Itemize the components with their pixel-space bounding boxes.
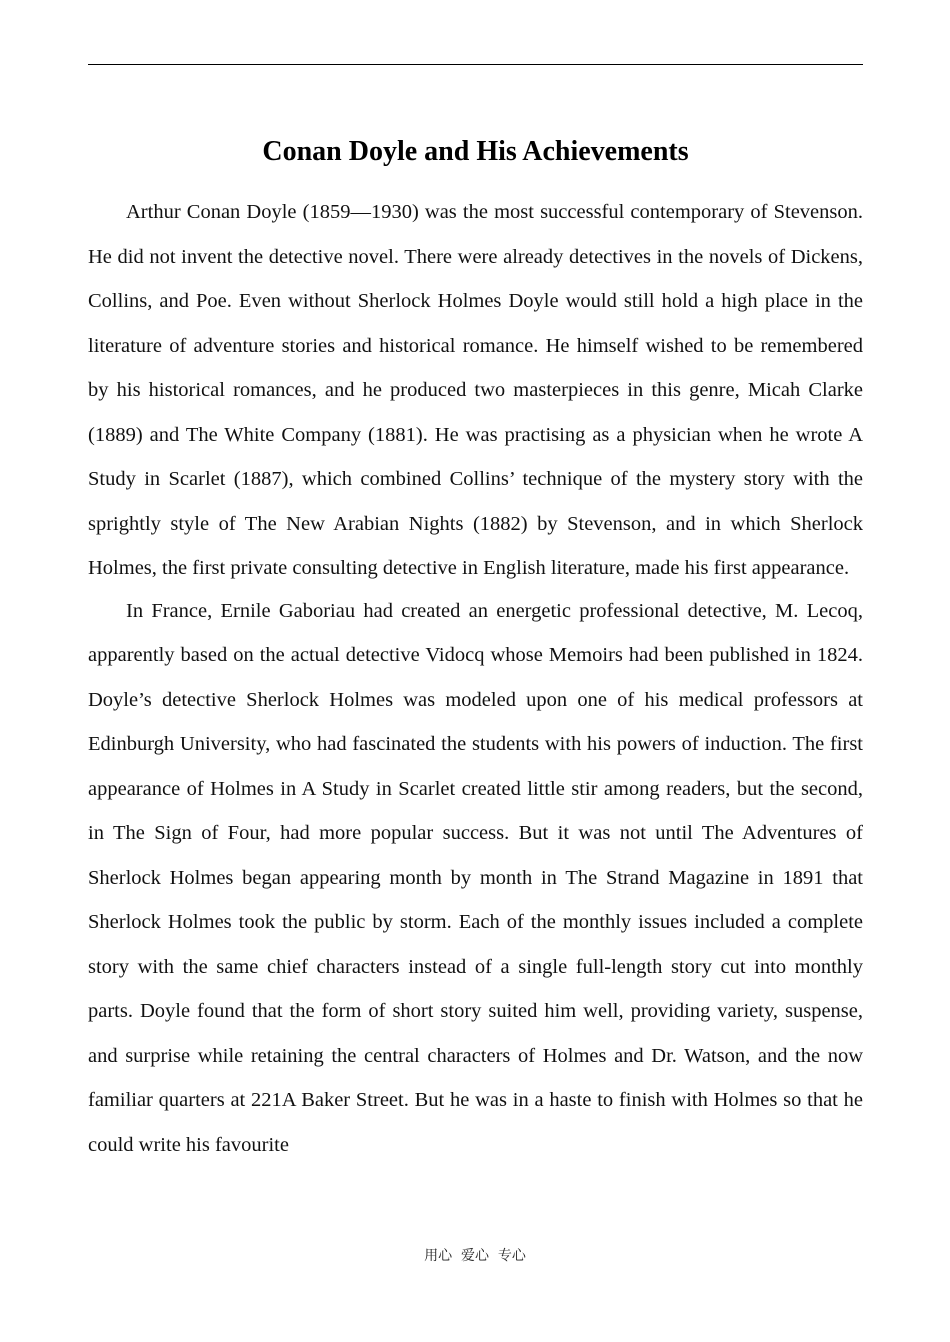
paragraph-2: In France, Ernile Gaboriau had created an energetic professional detective, M. Lecoq, apparently based on the actual detective Vidocq whose Memoirs had been published in 1824. Doyle’s detective Sherlock Holmes was modeled upon one of his medical professors at Edinburgh University, who had fascinated the students with his powers of induction. The first appearance of Holmes in A Study in Scarlet created little stir among readers, but the second, in The Sign of Four, had more popular success. But it was not until The Adventures of Sherlock Holmes began appearing month by month in The Strand Magazine in 1891 that Sherlock Holmes took the public by storm. Each of the monthly issues included a complete story with the same chief characters instead of a single full-length story cut into monthly parts. Doyle found that the form of short story suited him well, providing variety, suspense, and surprise while retaining the central characters of Holmes and Dr. Watson, and the now familiar quarters at 221A Baker Street. But he was in a haste to finish with Holmes so that he could write his favourite [88, 599, 863, 1156]
document-title: Conan Doyle and His Achievements [262, 136, 689, 167]
paragraph-1: Arthur Conan Doyle (1859—1930) was the most successful contemporary of Stevenson. He did not invent the detective novel. There were already detectives in the novels of Dickens, Collins, and Poe. Even without Sherlock Holmes Doyle would still hold a high place in the literature of adventure stories and historical romance. He himself wished to be remembered by his historical romances, and he produced two masterpieces in this genre, Micah Clarke (1889) and The White Company (1881). He was practising as a physician when he wrote A Study in Scarlet (1887), which combined Collins’ technique of the mystery story with the sprightly style of The New Arabian Nights (1882) by Stevenson, and in which Sherlock Holmes, the first private consulting detective in English literature, made his first appearance. [88, 201, 863, 579]
page-footer: 用心 爱心 专心 [424, 1248, 526, 1264]
header-rule [88, 64, 863, 65]
document-body [88, 190, 863, 1165]
